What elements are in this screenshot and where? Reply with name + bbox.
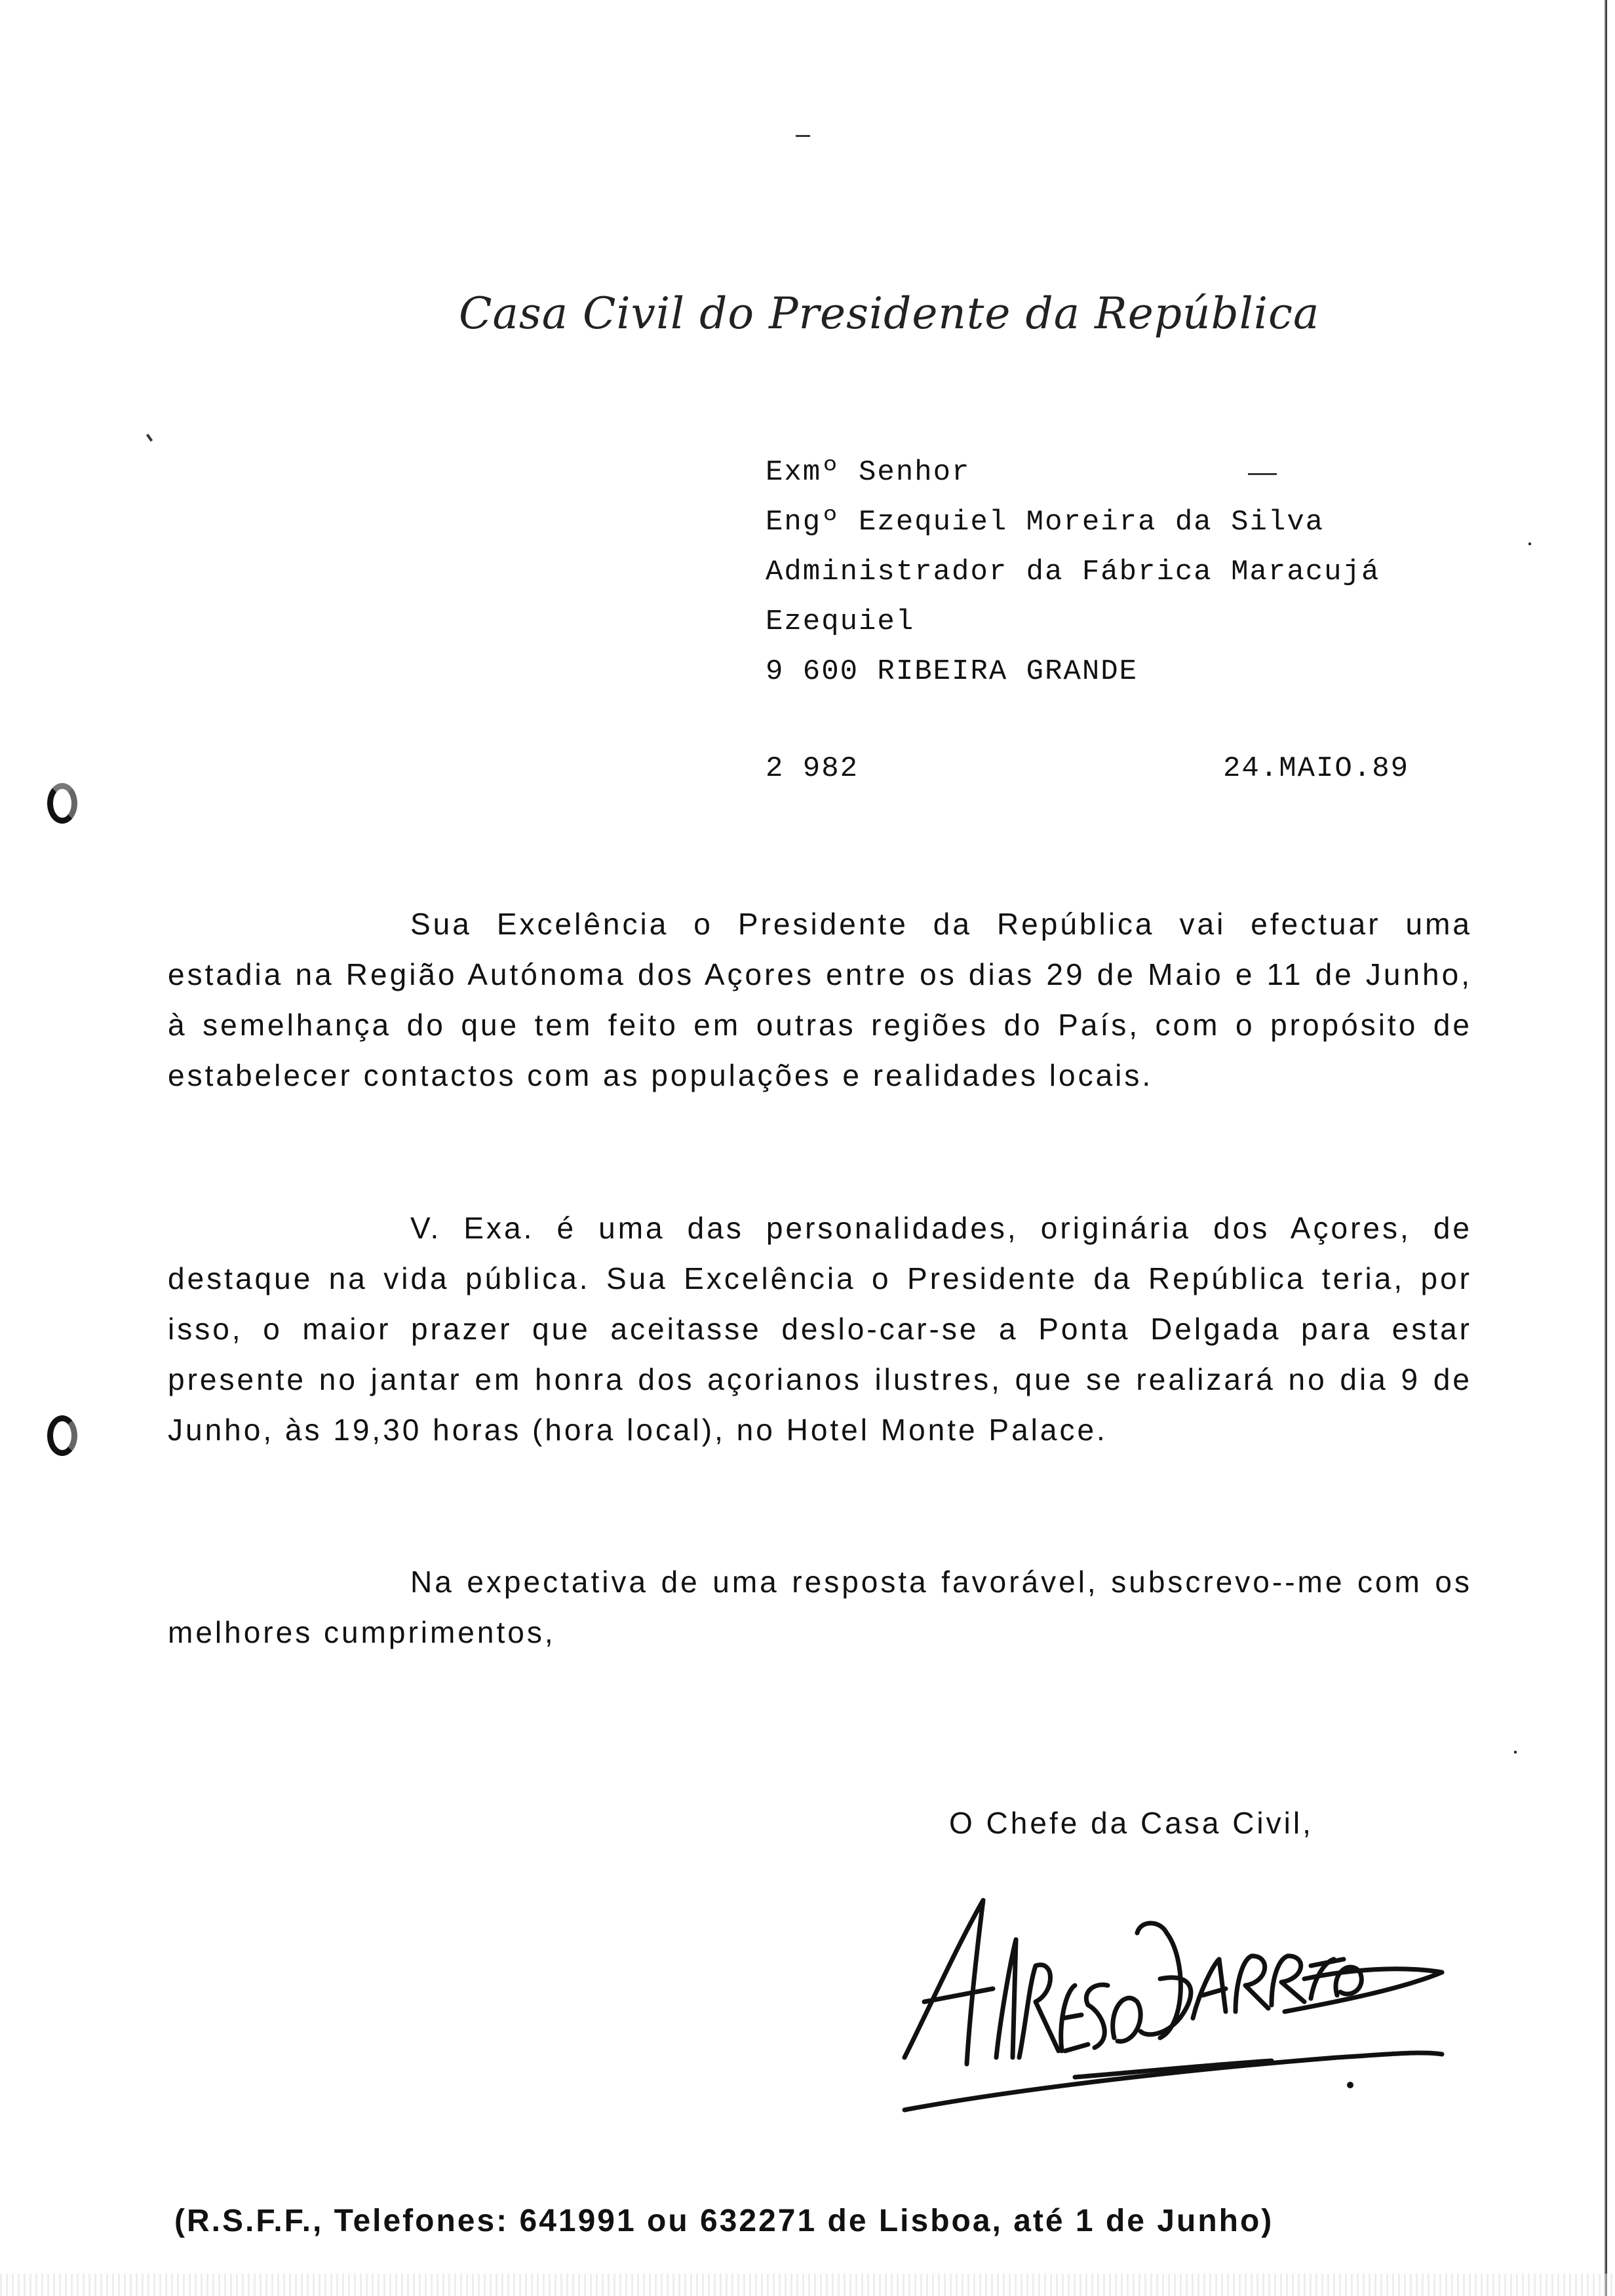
closing-title: O Chefe da Casa Civil, <box>949 1806 1313 1840</box>
footer-note: (R.S.F.F., Telefones: 641991 ou 632271 de Lisboa, até 1 de Junho) <box>174 2204 1274 2238</box>
address-line: 9 600 RIBEIRA GRANDE <box>766 655 1138 688</box>
punch-hole-upper <box>47 783 77 824</box>
body-paragraph: V. Exa. é uma das personalidades, originária dos Açores, de destaque na vida pública. Sua Excelência o Presidente da República teria, por isso, o maior prazer que aceitasse deslo-car-se a Ponta Delgada para estar presente no jantar em honra dos açorianos ilustres, que se realizará no dia 9 de Junho, às 19,30 horas (hora local), no Hotel Monte Palace. <box>168 1211 1472 1447</box>
scan-speck <box>1528 543 1531 545</box>
recipient-address <box>766 448 1500 697</box>
scan-edge-right <box>1605 0 1607 2296</box>
letterhead: Casa Civil do Presidente da República <box>459 288 1320 339</box>
scan-speck <box>146 434 153 442</box>
letter-date: 24.MAIO.89 <box>1223 752 1410 785</box>
scan-edge-bottom <box>0 2274 1615 2296</box>
reference-number: 2 982 <box>766 752 859 785</box>
scan-speck <box>796 135 810 137</box>
handwritten-signature <box>878 1861 1468 2136</box>
address-line: Ezequiel <box>766 605 915 638</box>
address-line: Engº Ezequiel Moreira da Silva <box>766 506 1325 539</box>
scan-speck <box>1514 1751 1517 1753</box>
body-paragraph: Sua Excelência o Presidente da República vai efectuar uma estadia na Região Autónoma dos Açores entre os dias 29 de Maio e 11 de Junho, à semelhança do que tem feito em outras regiões do País, com o propósito de estabelecer contactos com as populações e realidades locais. <box>168 907 1472 1092</box>
punch-hole-lower <box>47 1415 77 1456</box>
address-line: Administrador da Fábrica Maracujá <box>766 556 1380 588</box>
address-line: Exmº Senhor <box>766 456 971 489</box>
body-paragraph: Na expectativa de uma resposta favorável, subscrevo--me com os melhores cumprimentos, <box>168 1565 1472 1649</box>
